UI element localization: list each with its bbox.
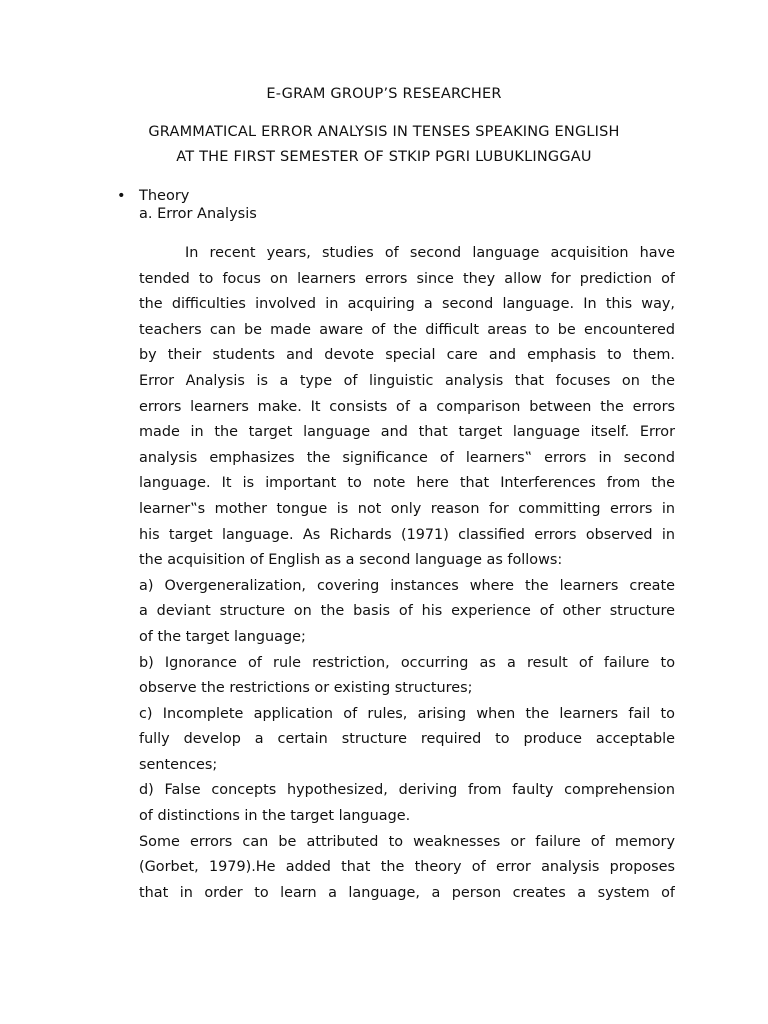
body-line: tended to focus on learners errors since they allow for prediction of	[139, 270, 675, 287]
body-line: errors learners make. It consists of a comparison between the errors	[139, 398, 675, 415]
body-line: that in order to learn a language, a person creates a system of	[139, 884, 675, 901]
body-line: d) False concepts hypothesized, deriving from faulty comprehension	[139, 782, 675, 799]
body-line: of the target language;	[139, 628, 306, 645]
body-line: fully develop a certain structure required to produce acceptable	[139, 731, 675, 748]
body-line: made in the target language and that target language itself. Error	[139, 424, 675, 441]
body-line: learner‟s mother tongue is not only reason for committing errors in	[139, 500, 675, 517]
body-line: observe the restrictions or existing structures;	[139, 680, 473, 697]
body-line: b) Ignorance of rule restriction, occurring as a result of failure to	[139, 654, 675, 671]
body-line: In recent years, studies of second language acquisition have	[185, 245, 675, 261]
theory-heading: Theory	[139, 188, 190, 204]
body-line: Some errors can be attributed to weaknesses or failure of memory	[139, 833, 675, 850]
body-line: his target language. As Richards (1971) classified errors observed in	[139, 526, 675, 543]
body-line: language. It is important to note here that Interferences from the	[139, 475, 675, 492]
body-line: the difficulties involved in acquiring a second language. In this way,	[139, 296, 675, 313]
body-line: Error Analysis is a type of linguistic analysis that focuses on the	[139, 372, 675, 389]
body-line: a) Overgeneralization, covering instances where the learners create	[139, 577, 675, 594]
error-analysis-heading: a. Error Analysis	[139, 206, 257, 222]
bullet-theory	[117, 188, 189, 204]
title-line-1: GRAMMATICAL ERROR ANALYSIS IN TENSES SPEAKING ENGLISH	[148, 124, 620, 140]
body-line: analysis emphasizes the significance of learners‟ errors in second	[139, 449, 675, 466]
body-line: by their students and devote special care and emphasis to them.	[139, 347, 675, 364]
body-line: a deviant structure on the basis of his experience of other structure	[139, 603, 675, 620]
researcher-heading: E-GRAM GROUP’S RESEARCHER	[266, 86, 502, 102]
bullet-dot-icon: •	[117, 188, 126, 204]
body-line: c) Incomplete application of rules, arising when the learners fail to	[139, 705, 675, 722]
title-line-2: AT THE FIRST SEMESTER OF STKIP PGRI LUBUKLINGGAU	[176, 149, 592, 165]
body-line: of distinctions in the target language.	[139, 808, 411, 825]
body-line: the acquisition of English as a second language as follows:	[139, 552, 563, 569]
body-line: teachers can be made aware of the difficult areas to be encountered	[139, 321, 675, 338]
body-line: (Gorbet, 1979).He added that the theory of error analysis proposes	[139, 859, 675, 876]
body-line: sentences;	[139, 756, 218, 773]
body-paragraphs	[139, 241, 675, 906]
